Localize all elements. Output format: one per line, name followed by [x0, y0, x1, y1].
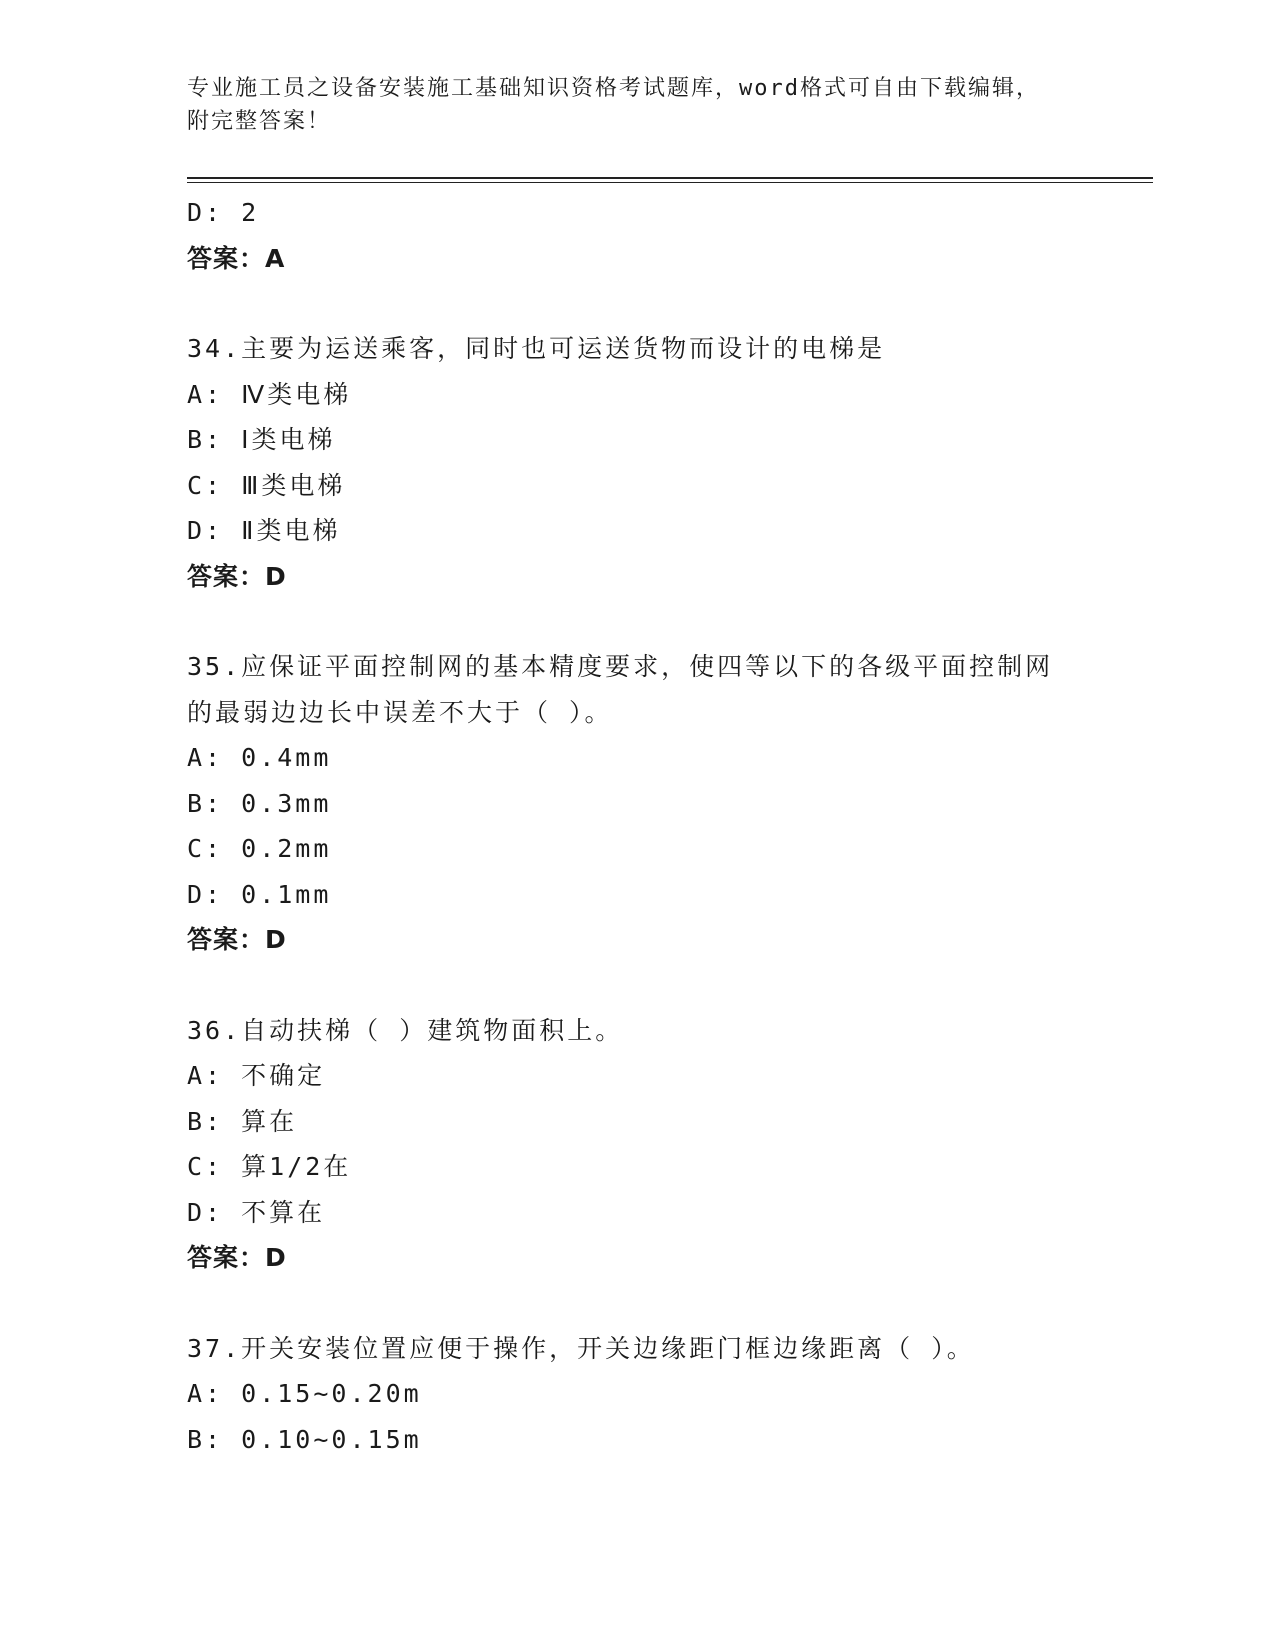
question-36 — [187, 1008, 1147, 1281]
answer-line: 答案：A — [187, 243, 286, 273]
option-d: D: 2 — [187, 198, 260, 227]
question-stem: 36.自动扶梯（ ）建筑物面积上。 — [187, 1015, 624, 1045]
question-34 — [187, 326, 1147, 599]
option-a: A: Ⅳ类电梯 — [187, 379, 352, 409]
answer-line: 答案：D — [187, 925, 287, 954]
option-b: B: Ⅰ类电梯 — [187, 425, 336, 454]
question-37 — [187, 1326, 1147, 1463]
page-header: 专业施工员之设备安装施工基础知识资格考试题库，word格式可自由下载编辑， 附完整答案！ — [187, 76, 1040, 134]
question-35 — [187, 644, 1147, 963]
spacer — [187, 599, 1147, 644]
option-c: C: Ⅲ类电梯 — [187, 470, 346, 500]
question-stem: 35.应保证平面控制网的基本精度要求，使四等以下的各级平面控制网 — [187, 652, 1054, 681]
question-stem-continued: 的最弱边边长中误差不大于（ ）。 — [187, 697, 613, 727]
option-b: B: 0.3mm — [187, 788, 332, 818]
option-d: D: Ⅱ类电梯 — [187, 516, 341, 545]
question-list — [187, 190, 1147, 1462]
option-d: D: 0.1mm — [187, 879, 332, 909]
header-divider — [187, 177, 1153, 179]
option-d: D: 不算在 — [187, 1197, 326, 1227]
answer-line: 答案：D — [187, 1243, 287, 1272]
option-b: B: 0.10~0.15m — [187, 1424, 422, 1454]
option-c: C: 0.2mm — [187, 834, 332, 863]
question-stem: 37.开关安装位置应便于操作，开关边缘距门框边缘距离（ ）。 — [187, 1333, 975, 1363]
option-a: A: 0.4mm — [187, 743, 332, 772]
header-divider-thin — [187, 182, 1153, 183]
option-a: A: 0.15~0.20m — [187, 1379, 422, 1408]
answer-line: 答案：D — [187, 561, 287, 591]
option-b: B: 算在 — [187, 1106, 298, 1136]
option-a: A: 不确定 — [187, 1061, 326, 1090]
spacer — [187, 963, 1147, 1008]
question-stem: 34.主要为运送乘客，同时也可运送货物而设计的电梯是 — [187, 334, 886, 363]
spacer — [187, 1281, 1147, 1326]
spacer — [187, 281, 1147, 326]
option-c: C: 算1/2在 — [187, 1152, 352, 1181]
